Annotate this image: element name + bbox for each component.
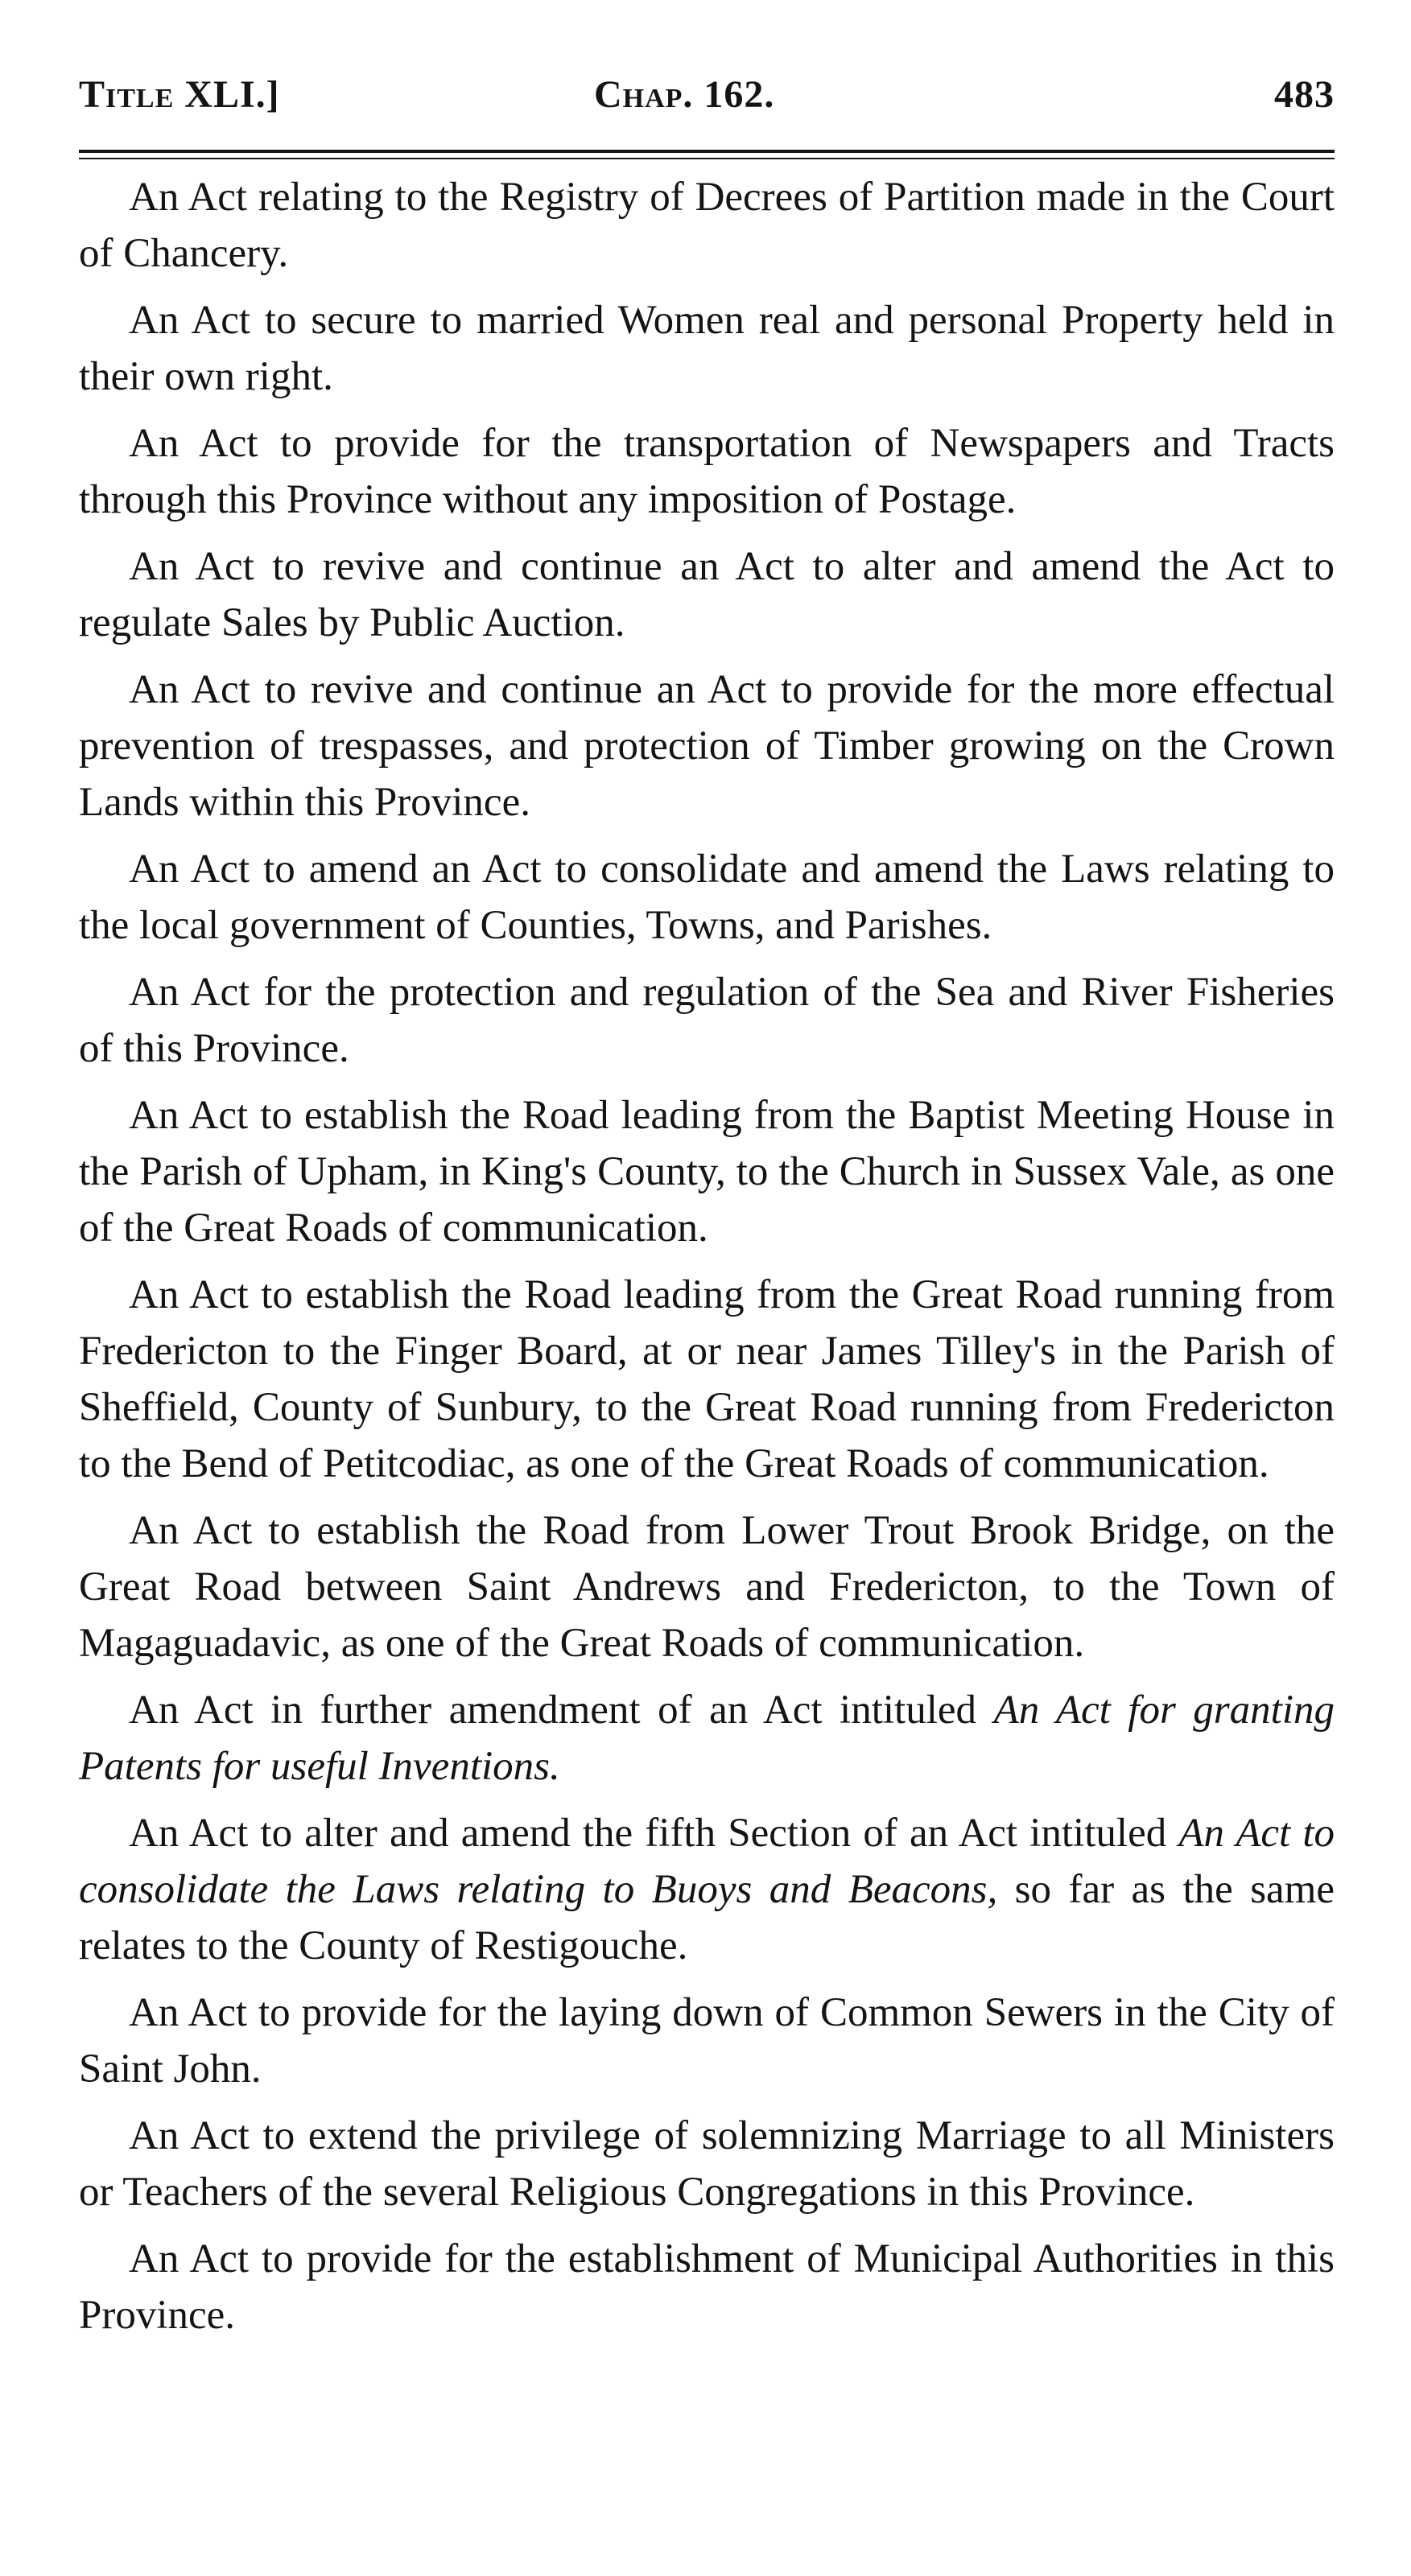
act-entry	[79, 1087, 1335, 1256]
act-text: An Act to provide for the establishment of Municipal Authorities in this Province.	[79, 2236, 1335, 2338]
title-heading: Title XLI.]	[79, 73, 280, 116]
act-italic-title: An Act to consolidate the Laws relating to Buoys and Beacons,	[79, 1811, 1335, 1912]
act-entry	[79, 1502, 1335, 1671]
act-entry	[79, 1267, 1335, 1492]
chapter-heading: Chap. 162.	[594, 73, 775, 116]
act-entry	[79, 1682, 1335, 1795]
act-text: An Act to amend an Act to consolidate and amend the Laws relating to the local government of Counties, Towns, and Parishes.	[79, 847, 1335, 948]
act-text: An Act to extend the privilege of solemnizing Marriage to all Ministers or Teachers of the several Religious Congregations in this Province.	[79, 2113, 1335, 2215]
act-text-after: so far as the same relates to the County of Restigouche.	[79, 1867, 1335, 1968]
act-text: An Act to secure to married Women real and personal Property held in their own right.	[79, 298, 1335, 399]
act-entry	[79, 2108, 1335, 2220]
act-text: An Act to establish the Road leading from the Great Road running from Fredericton to the Finger Board, at or near James Tilley's in the Parish of Sheffield, County of Sunbury, to the Great Road running from Fredericton to the Bend of Petitcodiac, as one of the Great Roads of communication.	[79, 1272, 1335, 1486]
book-page	[79, 72, 1335, 2535]
page-number: 483	[1274, 73, 1335, 116]
act-text: An Act to establish the Road from Lower Trout Brook Bridge, on the Great Road between Saint Andrews and Fredericton, to the Town of Magaguadavic, as one of the Great Roads of communication.	[79, 1508, 1335, 1666]
act-entry	[79, 662, 1335, 831]
act-text: An Act for the protection and regulation of the Sea and River Fisheries of this Province.	[79, 970, 1335, 1071]
act-entry	[79, 169, 1335, 282]
act-entry	[79, 538, 1335, 651]
header-rule-thin	[79, 158, 1335, 159]
act-entry	[79, 415, 1335, 528]
act-text: An Act relating to the Registry of Decrees of Partition made in the Court of Chancery.	[79, 175, 1335, 276]
act-text: An Act to revive and continue an Act to alter and amend the Act to regulate Sales by Public Auction.	[79, 544, 1335, 645]
act-text: An Act in further amendment of an Act intituled	[129, 1688, 994, 1733]
act-text: An Act to revive and continue an Act to provide for the more effectual prevention of trespasses, and protection of Timber growing on the Crown Lands within this Province.	[79, 667, 1335, 825]
act-text: An Act to provide for the transportation of Newspapers and Tracts through this Province without any imposition of Postage.	[79, 421, 1335, 522]
act-entry	[79, 1805, 1335, 1974]
act-entry	[79, 841, 1335, 954]
running-head	[79, 72, 1335, 129]
act-entry	[79, 1985, 1335, 2097]
act-list	[79, 169, 1335, 2354]
act-entry	[79, 964, 1335, 1077]
act-text: An Act to provide for the laying down of Common Sewers in the City of Saint John.	[79, 1990, 1335, 2092]
act-text: An Act to establish the Road leading from the Baptist Meeting House in the Parish of Upham, in King's County, to the Church in Sussex Vale, as one of the Great Roads of communication.	[79, 1093, 1335, 1251]
act-entry	[79, 292, 1335, 405]
act-italic-title: An Act for granting Patents for useful Inventions.	[79, 1688, 1335, 1789]
header-rule-thick	[79, 150, 1335, 153]
act-entry	[79, 2231, 1335, 2343]
act-text: An Act to alter and amend the fifth Section of an Act intituled	[129, 1811, 1179, 1856]
